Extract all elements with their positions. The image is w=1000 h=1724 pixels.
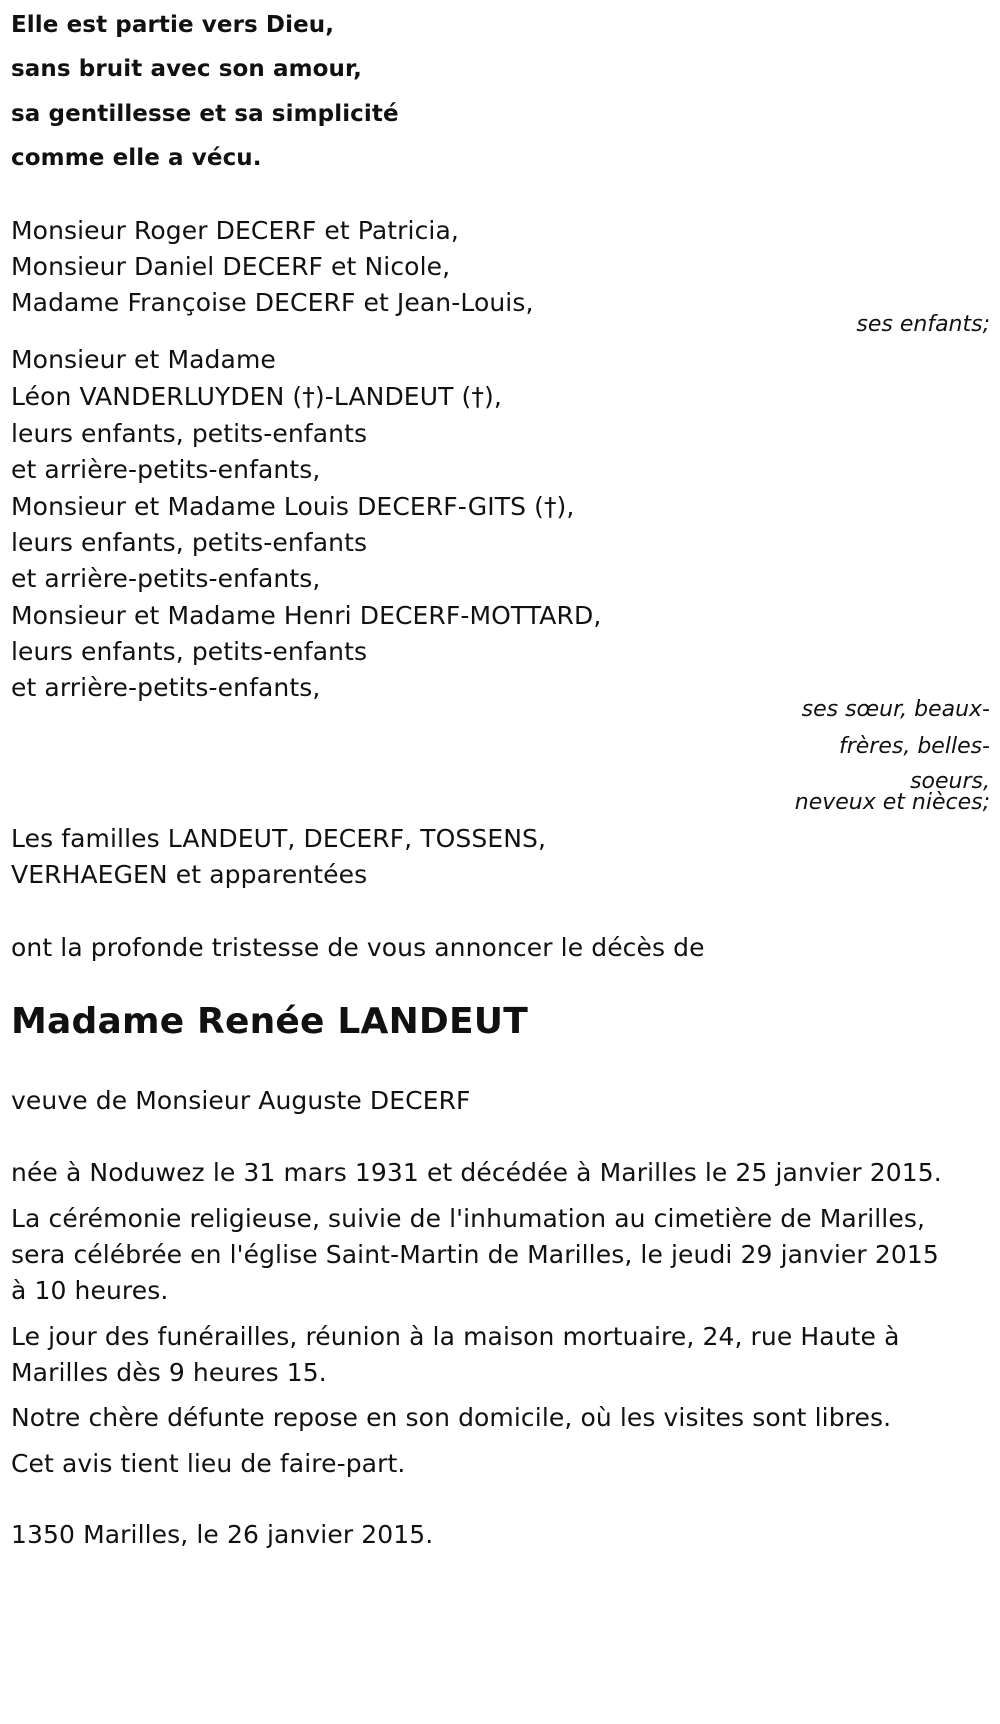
siblings-label-4: neveux et nièces;: [794, 790, 990, 815]
detail-line-5: Le jour des funérailles, réunion à la maison mortuaire, 24, rue Haute à: [11, 1322, 900, 1351]
poem-line-4: comme elle a vécu.: [11, 145, 262, 171]
sibling-line-5: Monsieur et Madame Louis DECERF-GITS (†),: [11, 492, 575, 521]
sibling-line-1: Monsieur et Madame: [11, 345, 276, 374]
detail-line-1: née à Noduwez le 31 mars 1931 et décédée à Marilles le 25 janvier 2015.: [11, 1158, 942, 1187]
siblings-label-2: frères, belles-: [838, 734, 990, 759]
poem-line-1: Elle est partie vers Dieu,: [11, 12, 335, 38]
deceased-name: Madame Renée LANDEUT: [11, 1001, 528, 1042]
poem-line-3: sa gentillesse et sa simplicité: [11, 101, 399, 127]
sibling-line-6: leurs enfants, petits-enfants: [11, 528, 368, 557]
sibling-line-3: leurs enfants, petits-enfants: [11, 419, 368, 448]
signature-line: 1350 Marilles, le 26 janvier 2015.: [11, 1520, 434, 1549]
detail-line-2: La cérémonie religieuse, suivie de l'inhumation au cimetière de Marilles,: [11, 1204, 926, 1233]
siblings-label-3: soeurs,: [910, 769, 990, 794]
sibling-line-7: et arrière-petits-enfants,: [11, 564, 321, 593]
families-line-1: Les familles LANDEUT, DECERF, TOSSENS,: [11, 824, 547, 853]
announcement-text: ont la profonde tristesse de vous annoncer le décès de: [11, 933, 705, 962]
detail-line-7: Notre chère défunte repose en son domicile, où les visites sont libres.: [11, 1403, 892, 1432]
sibling-line-9: leurs enfants, petits-enfants: [11, 637, 368, 666]
sibling-line-8: Monsieur et Madame Henri DECERF-MOTTARD,: [11, 601, 602, 630]
detail-line-8: Cet avis tient lieu de faire-part.: [11, 1449, 406, 1478]
detail-line-6: Marilles dès 9 heures 15.: [11, 1358, 327, 1387]
sibling-line-4: et arrière-petits-enfants,: [11, 455, 321, 484]
families-line-2: VERHAEGEN et apparentées: [11, 860, 368, 889]
poem-line-2: sans bruit avec son amour,: [11, 56, 362, 82]
sibling-line-10: et arrière-petits-enfants,: [11, 673, 321, 702]
child-line-1: Monsieur Roger DECERF et Patricia,: [11, 216, 459, 245]
detail-line-3: sera célébrée en l'église Saint-Martin de Marilles, le jeudi 29 janvier 2015: [11, 1240, 939, 1269]
child-line-2: Monsieur Daniel DECERF et Nicole,: [11, 252, 451, 281]
child-line-3: Madame Françoise DECERF et Jean-Louis,: [11, 288, 534, 317]
sibling-line-2: Léon VANDERLUYDEN (†)-LANDEUT (†),: [11, 382, 502, 411]
detail-line-4: à 10 heures.: [11, 1276, 169, 1305]
children-label: ses enfants;: [856, 312, 990, 337]
siblings-label-1: ses sœur, beaux-: [801, 697, 990, 722]
widow-of-text: veuve de Monsieur Auguste DECERF: [11, 1086, 471, 1115]
